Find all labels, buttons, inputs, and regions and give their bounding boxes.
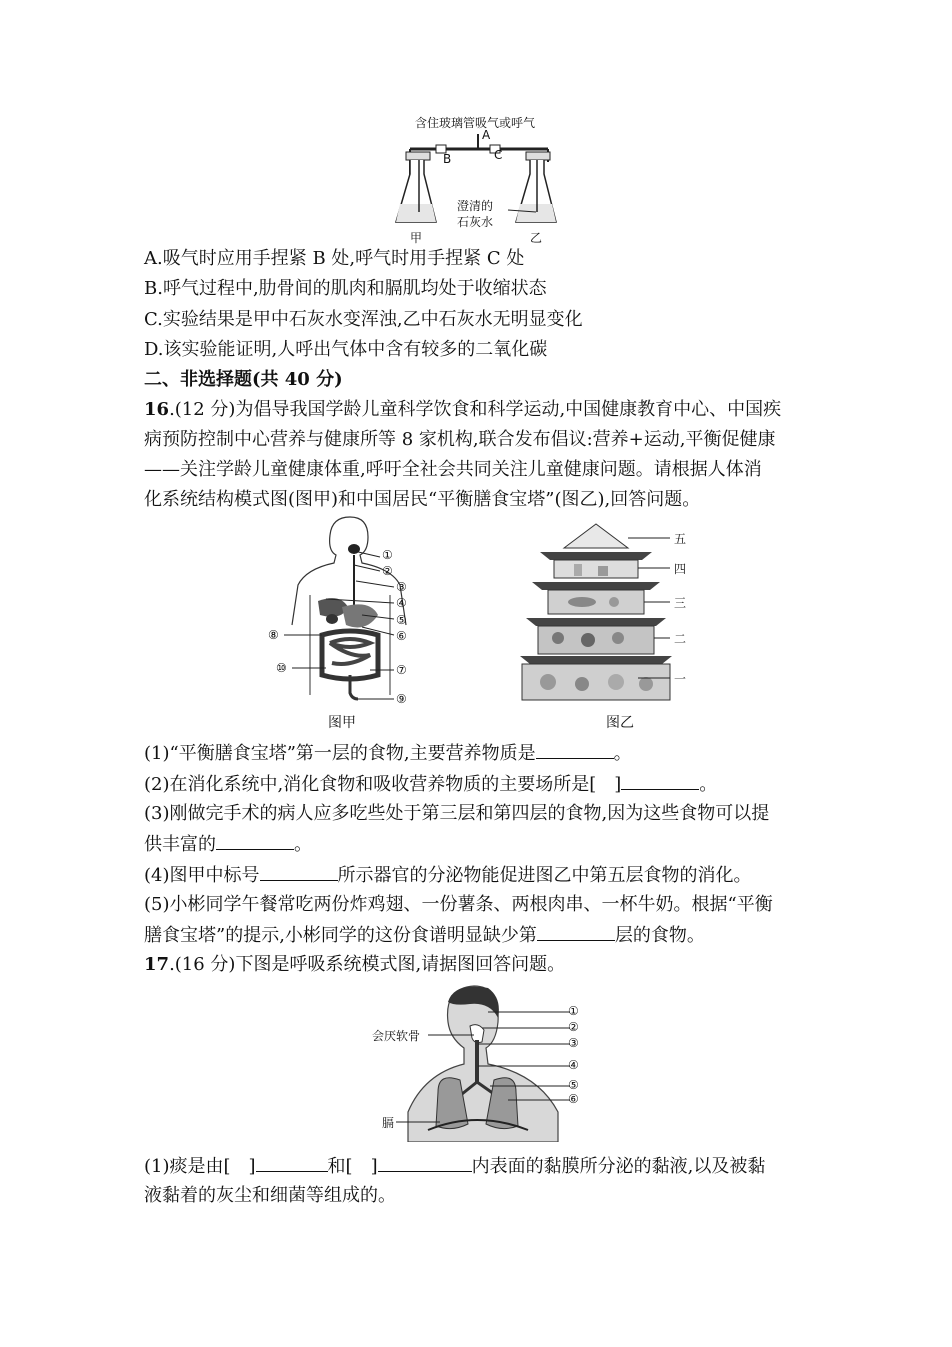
q16-sub3-line1: (3)刚做完手术的病人应多吃些处于第三层和第四层的食物,因为这些食物可以提 (144, 803, 770, 824)
right-flask-label: 乙 (530, 231, 543, 245)
pagoda-level-5: 五 (674, 532, 687, 546)
q16-sub3-text: 供丰富的 (144, 834, 216, 855)
respiratory-label-3: ③ (568, 1036, 579, 1050)
section2-title: 二、非选择题(共 40 分) (144, 369, 343, 390)
respiratory-label-2: ② (568, 1020, 579, 1034)
q16-sub5-line2 (144, 924, 705, 947)
q16-sub4-text: (4)图甲中标号 (144, 865, 260, 886)
clamp-label-c: C (494, 148, 503, 162)
q17-text: .(16 分)下图是呼吸系统模式图,请据图回答问题。 (169, 954, 566, 975)
respiratory-system-figure (372, 982, 588, 1142)
digestive-label-8: ⑧ (268, 628, 279, 642)
flask-top-label: 含住玻璃管吸气或呼气 (415, 116, 536, 130)
digestive-label-6: ⑥ (396, 629, 407, 643)
digestive-caption: 图甲 (328, 715, 356, 731)
q16-line4: 化系统结构模式图(图甲)和中国居民“平衡膳食宝塔”(图乙),回答问题。 (144, 489, 701, 510)
q17-sub1-line2: 液黏着的灰尘和细菌等组成的。 (144, 1185, 396, 1206)
pagoda-level-1: 一 (674, 672, 687, 686)
q16-sub1-text: (1)“平衡膳食宝塔”第一层的食物,主要营养物质是 (144, 743, 536, 764)
q16-sub3-line2 (144, 833, 312, 856)
pagoda-caption: 图乙 (606, 715, 634, 731)
q15-option-d: D.该实验能证明,人呼出气体中含有较多的二氧化碳 (144, 339, 548, 360)
clamp-label-b: B (443, 152, 452, 166)
epiglottis-label: 会厌软骨 (372, 1029, 421, 1043)
respiratory-label-6: ⑥ (568, 1092, 579, 1106)
q16-line2: 病预防控制中心营养与健康所等 8 家机构,联合发布倡议:营养+运动,平衡促健康 (144, 429, 776, 450)
q17-sub1-a: (1)痰是由[ ] (144, 1156, 256, 1177)
answer-blank[interactable] (260, 864, 338, 881)
respiratory-label-1: ① (568, 1004, 579, 1018)
q16-line1 (144, 399, 781, 421)
q16-sub4 (144, 864, 752, 887)
q16-line1-text: .(12 分)为倡导我国学龄儿童科学饮食和科学运动,中国健康教育中心、中国疾 (169, 399, 782, 420)
digestive-system-figure (270, 515, 430, 735)
answer-blank[interactable] (256, 1155, 328, 1172)
respiratory-label-5: ⑤ (568, 1078, 579, 1092)
answer-blank[interactable] (536, 742, 614, 759)
answer-blank[interactable] (537, 924, 615, 941)
answer-blank[interactable] (621, 773, 699, 790)
digestive-label-10: ⑩ (276, 661, 287, 675)
q16-sub2 (144, 773, 717, 796)
pagoda-level-4: 四 (674, 562, 687, 576)
q16-number: 16 (144, 399, 170, 420)
respiratory-system-drawing (378, 982, 588, 1142)
q16-sub3-end: 。 (294, 834, 312, 855)
q16-sub2-end: 。 (699, 774, 718, 795)
q16-sub5-text: 膳食宝塔”的提示,小彬同学的这份食谱明显缺少第 (144, 925, 537, 946)
digestive-label-2: ② (382, 564, 393, 578)
q15-option-a: A.吸气时应用手捏紧 B 处,呼气时用手捏紧 C 处 (144, 248, 525, 269)
q17-number: 17 (144, 954, 170, 975)
q16-sub2-text: (2)在消化系统中,消化食物和吸收营养物质的主要场所是[ ] (144, 774, 622, 795)
q16-sub5-end: 层的食物。 (614, 925, 705, 946)
digestive-label-1: ① (382, 548, 393, 562)
q17-sub1-c: 内表面的黏膜所分泌的黏液,以及被黏 (471, 1156, 766, 1177)
q15-option-c: C.实验结果是甲中石灰水变浑浊,乙中石灰水无明显变化 (144, 309, 583, 330)
pagoda-level-3: 三 (674, 596, 687, 610)
flask-experiment-figure (390, 112, 570, 247)
left-flask-label: 甲 (410, 231, 423, 245)
q15-option-b: B.呼气过程中,肋骨间的肌肉和膈肌均处于收缩状态 (144, 278, 547, 299)
answer-blank[interactable] (378, 1155, 472, 1172)
q16-sub5-line1: (5)小彬同学午餐常吃两份炸鸡翅、一份薯条、两根肉串、一杯牛奶。根据“平衡 (144, 894, 773, 915)
q16-sub1-end: 。 (613, 743, 632, 764)
q17-sub1-line1 (144, 1155, 765, 1178)
digestive-label-4: ④ (396, 596, 407, 610)
answer-blank[interactable] (216, 833, 294, 850)
q16-line3: ——关注学龄儿童健康体重,呼吁全社会共同关注儿童健康问题。请根据人体消 (144, 459, 762, 480)
limewater-label-line2: 石灰水 (457, 215, 494, 229)
digestive-label-7: ⑦ (396, 663, 407, 677)
q17-title (144, 954, 565, 976)
q16-sub1 (144, 742, 632, 765)
diet-pagoda-figure (518, 520, 698, 735)
pagoda-level-2: 二 (674, 632, 687, 646)
diet-pagoda-drawing (518, 520, 698, 710)
digestive-label-9: ⑨ (396, 692, 407, 706)
q17-sub1-b: 和[ ] (327, 1156, 378, 1177)
diaphragm-label: 膈 (382, 1116, 395, 1130)
limewater-label-line1: 澄清的 (457, 199, 494, 213)
respiratory-label-4: ④ (568, 1058, 579, 1072)
digestive-label-5: ⑤ (396, 613, 407, 627)
q16-sub4-end: 所示器官的分泌物能促进图乙中第五层食物的消化。 (337, 865, 752, 886)
tube-label-a: A (482, 128, 491, 142)
digestive-label-3: ③ (396, 580, 407, 594)
